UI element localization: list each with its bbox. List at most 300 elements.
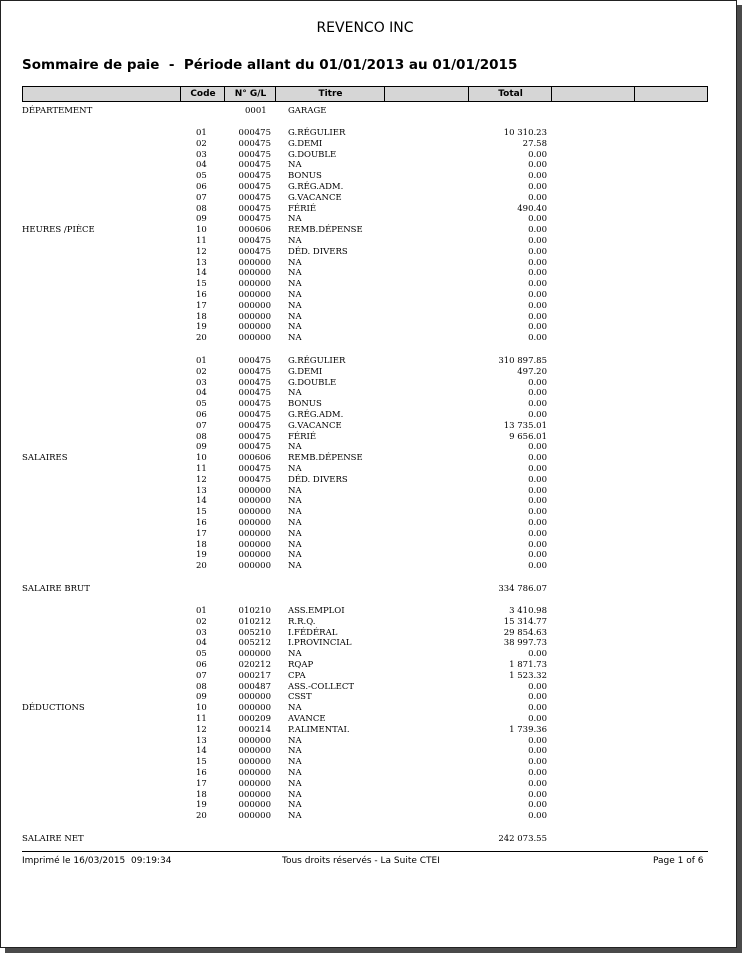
table-row bbox=[0, 378, 743, 389]
row-total: 0.00 bbox=[528, 214, 547, 225]
row-code: 12 bbox=[196, 724, 207, 735]
row-code: 15 bbox=[196, 279, 207, 290]
table-row bbox=[0, 247, 743, 258]
row-code: 20 bbox=[196, 561, 207, 572]
row-total: 0.00 bbox=[528, 496, 547, 507]
row-code: 14 bbox=[196, 746, 207, 757]
row-titre: G.RÉGULIER bbox=[288, 356, 346, 366]
table-row bbox=[0, 649, 743, 660]
table-row bbox=[0, 421, 743, 432]
row-code: 02 bbox=[196, 366, 207, 377]
row-code: 04 bbox=[196, 160, 207, 171]
row-gl-number: 000606 bbox=[238, 225, 271, 236]
table-row bbox=[0, 736, 743, 747]
table-row bbox=[0, 475, 743, 486]
row-total: 38 997.73 bbox=[503, 638, 547, 649]
table-row bbox=[0, 171, 743, 182]
row-code: 13 bbox=[196, 735, 207, 746]
table-row bbox=[0, 790, 743, 801]
department-number: 0001 bbox=[245, 106, 267, 116]
row-code: 01 bbox=[196, 606, 207, 616]
row-total: 0.00 bbox=[528, 746, 547, 757]
row-total: 0.00 bbox=[528, 160, 547, 171]
footer-printed-date: Imprimé le 16/03/2015 09:19:34 bbox=[22, 856, 172, 866]
row-gl-number: 000000 bbox=[238, 768, 271, 778]
row-titre: NA bbox=[288, 507, 302, 518]
table-row bbox=[0, 453, 743, 464]
row-titre: P.ALIMENTAI. bbox=[288, 724, 350, 735]
row-gl-number: 000475 bbox=[238, 160, 271, 171]
row-gl-number: 000475 bbox=[238, 474, 271, 485]
row-total: 0.00 bbox=[528, 171, 547, 182]
row-gl-number: 000000 bbox=[238, 735, 271, 746]
table-row bbox=[0, 714, 743, 725]
row-titre: NA bbox=[288, 496, 302, 507]
row-code: 10 bbox=[196, 703, 207, 714]
row-code: 11 bbox=[196, 714, 207, 724]
row-gl-number: 000000 bbox=[238, 322, 271, 333]
column-header-empty-3 bbox=[634, 87, 708, 101]
row-titre: NA bbox=[288, 388, 302, 399]
row-gl-number: 000000 bbox=[238, 518, 271, 528]
row-gl-number: 000209 bbox=[238, 714, 271, 724]
row-titre: NA bbox=[288, 649, 302, 660]
row-gl-number: 000000 bbox=[238, 290, 271, 300]
row-total: 0.00 bbox=[528, 539, 547, 550]
row-gl-number: 000487 bbox=[238, 681, 271, 692]
row-total: 0.00 bbox=[528, 768, 547, 778]
table-row bbox=[0, 811, 743, 822]
row-total: 0.00 bbox=[528, 507, 547, 518]
row-code: 09 bbox=[196, 692, 207, 703]
row-code: 15 bbox=[196, 507, 207, 518]
row-code: 01 bbox=[196, 128, 207, 138]
row-code: 06 bbox=[196, 660, 207, 670]
footer-divider bbox=[22, 851, 708, 852]
row-titre: G.VACANCE bbox=[288, 420, 342, 431]
table-row bbox=[0, 322, 743, 333]
row-gl-number: 000000 bbox=[238, 268, 271, 279]
row-titre: RQAP bbox=[288, 660, 314, 670]
row-code: 12 bbox=[196, 246, 207, 257]
row-total: 0.00 bbox=[528, 290, 547, 300]
row-gl-number: 000000 bbox=[238, 649, 271, 660]
row-code: 04 bbox=[196, 388, 207, 399]
row-code: 16 bbox=[196, 290, 207, 300]
row-titre: FÉRIÉ bbox=[288, 431, 317, 442]
row-titre: NA bbox=[288, 236, 302, 246]
row-gl-number: 000606 bbox=[238, 453, 271, 464]
row-gl-number: 000475 bbox=[238, 366, 271, 377]
row-total: 0.00 bbox=[528, 333, 547, 344]
row-total: 0.00 bbox=[528, 192, 547, 203]
salaire-net-total: 242 073.55 bbox=[498, 834, 547, 844]
row-total: 1 739.36 bbox=[509, 724, 547, 735]
row-titre: REMB.DÉPENSE bbox=[288, 225, 363, 236]
row-code: 08 bbox=[196, 203, 207, 214]
table-row bbox=[0, 301, 743, 312]
row-gl-number: 000475 bbox=[238, 192, 271, 203]
row-titre: BONUS bbox=[288, 171, 322, 182]
row-titre: G.RÉG.ADM. bbox=[288, 410, 344, 420]
row-titre: NA bbox=[288, 789, 302, 800]
row-gl-number: 000475 bbox=[238, 236, 271, 246]
row-code: 04 bbox=[196, 638, 207, 649]
table-row bbox=[0, 550, 743, 561]
row-gl-number: 000475 bbox=[238, 171, 271, 182]
table-row bbox=[0, 214, 743, 225]
table-row bbox=[0, 204, 743, 215]
table-row bbox=[0, 333, 743, 344]
row-gl-number: 000000 bbox=[238, 311, 271, 322]
row-code: 14 bbox=[196, 496, 207, 507]
row-total: 0.00 bbox=[528, 800, 547, 811]
row-gl-number: 000475 bbox=[238, 214, 271, 225]
column-header-bar bbox=[22, 86, 708, 102]
row-titre: NA bbox=[288, 735, 302, 746]
row-total: 9 656.01 bbox=[509, 431, 547, 442]
table-row bbox=[0, 800, 743, 811]
row-code: 16 bbox=[196, 518, 207, 528]
row-total: 497.20 bbox=[517, 366, 547, 377]
row-total: 0.00 bbox=[528, 225, 547, 236]
table-row bbox=[0, 757, 743, 768]
row-titre: G.DOUBLE bbox=[288, 149, 337, 160]
table-row bbox=[0, 486, 743, 497]
row-titre: BONUS bbox=[288, 399, 322, 410]
table-row bbox=[0, 507, 743, 518]
company-name: REVENCO INC bbox=[316, 20, 414, 36]
row-total: 0.00 bbox=[528, 757, 547, 768]
row-titre: NA bbox=[288, 528, 302, 539]
row-gl-number: 000000 bbox=[238, 539, 271, 550]
row-total: 0.00 bbox=[528, 246, 547, 257]
row-gl-number: 000000 bbox=[238, 279, 271, 290]
department-label: DÉPARTEMENT bbox=[22, 106, 93, 116]
column-header-empty-2 bbox=[551, 87, 635, 101]
row-gl-number: 000475 bbox=[238, 399, 271, 410]
row-titre: NA bbox=[288, 290, 302, 300]
row-total: 0.00 bbox=[528, 377, 547, 388]
row-code: 09 bbox=[196, 214, 207, 225]
row-total: 13 735.01 bbox=[503, 420, 547, 431]
row-code: 05 bbox=[196, 649, 207, 660]
row-code: 07 bbox=[196, 420, 207, 431]
row-total: 0.00 bbox=[528, 681, 547, 692]
table-row bbox=[0, 150, 743, 161]
row-gl-number: 005210 bbox=[238, 627, 271, 638]
row-titre: NA bbox=[288, 311, 302, 322]
footer-rights: Tous droits réservés - La Suite CTEI bbox=[282, 856, 440, 866]
row-total: 10 310.23 bbox=[503, 128, 547, 138]
row-total: 0.00 bbox=[528, 311, 547, 322]
row-total: 0.00 bbox=[528, 410, 547, 420]
row-code: 02 bbox=[196, 138, 207, 149]
row-titre: CSST bbox=[288, 692, 312, 703]
row-gl-number: 010210 bbox=[238, 606, 271, 616]
table-row bbox=[0, 464, 743, 475]
row-gl-number: 000475 bbox=[238, 410, 271, 420]
row-titre: NA bbox=[288, 322, 302, 333]
report-title: Sommaire de paie - Période allant du 01/01/2013 au 01/01/2015 bbox=[22, 57, 518, 73]
table-row bbox=[0, 236, 743, 247]
table-row bbox=[0, 182, 743, 193]
column-header-total: Total bbox=[468, 87, 552, 101]
table-row bbox=[0, 225, 743, 236]
row-titre: NA bbox=[288, 279, 302, 290]
table-row bbox=[0, 193, 743, 204]
row-gl-number: 000000 bbox=[238, 811, 271, 822]
salaire-net-label: SALAIRE NET bbox=[22, 834, 84, 844]
row-titre: NA bbox=[288, 778, 302, 789]
table-row bbox=[0, 529, 743, 540]
row-gl-number: 000000 bbox=[238, 778, 271, 789]
table-row bbox=[0, 279, 743, 290]
row-gl-number: 000214 bbox=[238, 724, 271, 735]
table-row bbox=[0, 746, 743, 757]
row-code: 19 bbox=[196, 550, 207, 561]
table-row bbox=[0, 442, 743, 453]
row-total: 29 854.63 bbox=[503, 627, 547, 638]
row-titre: G.RÉG.ADM. bbox=[288, 182, 344, 192]
row-gl-number: 000000 bbox=[238, 692, 271, 703]
row-titre: NA bbox=[288, 550, 302, 561]
row-titre: REMB.DÉPENSE bbox=[288, 453, 363, 464]
table-row bbox=[0, 268, 743, 279]
column-header-titre: Titre bbox=[275, 87, 385, 101]
footer-page-number: Page 1 of 6 bbox=[653, 856, 704, 866]
column-header-gl: N° G/L bbox=[224, 87, 276, 101]
section-label: DÉDUCTIONS bbox=[22, 703, 85, 714]
row-code: 03 bbox=[196, 377, 207, 388]
row-titre: NA bbox=[288, 768, 302, 778]
row-code: 12 bbox=[196, 474, 207, 485]
row-code: 15 bbox=[196, 757, 207, 768]
table-row bbox=[0, 399, 743, 410]
row-gl-number: 000000 bbox=[238, 333, 271, 344]
department-row bbox=[0, 106, 743, 117]
row-code: 11 bbox=[196, 464, 207, 474]
table-row bbox=[0, 638, 743, 649]
table-row bbox=[0, 518, 743, 529]
row-total: 3 410.98 bbox=[509, 606, 547, 616]
table-row bbox=[0, 671, 743, 682]
row-gl-number: 000475 bbox=[238, 203, 271, 214]
row-code: 18 bbox=[196, 539, 207, 550]
row-gl-number: 000000 bbox=[238, 703, 271, 714]
row-titre: NA bbox=[288, 214, 302, 225]
row-gl-number: 000000 bbox=[238, 550, 271, 561]
row-titre: AVANCE bbox=[288, 714, 326, 724]
row-total: 0.00 bbox=[528, 703, 547, 714]
table-row bbox=[0, 628, 743, 639]
row-gl-number: 000000 bbox=[238, 561, 271, 572]
table-row bbox=[0, 367, 743, 378]
row-titre: ASS.-COLLECT bbox=[288, 681, 355, 692]
row-gl-number: 000475 bbox=[238, 377, 271, 388]
row-gl-number: 000475 bbox=[238, 182, 271, 192]
row-gl-number: 000000 bbox=[238, 757, 271, 768]
row-titre: R.R.Q. bbox=[288, 616, 316, 627]
row-code: 19 bbox=[196, 800, 207, 811]
row-titre: DÉD. DIVERS bbox=[288, 474, 348, 485]
row-titre: NA bbox=[288, 442, 302, 453]
row-gl-number: 000000 bbox=[238, 746, 271, 757]
row-code: 14 bbox=[196, 268, 207, 279]
row-gl-number: 000475 bbox=[238, 149, 271, 160]
row-gl-number: 000000 bbox=[238, 485, 271, 496]
table-row bbox=[0, 312, 743, 323]
row-total: 0.00 bbox=[528, 485, 547, 496]
row-total: 0.00 bbox=[528, 528, 547, 539]
row-titre: NA bbox=[288, 561, 302, 572]
section-label: HEURES /PIÈCE bbox=[22, 225, 95, 236]
salaire-brut-label: SALAIRE BRUT bbox=[22, 584, 90, 594]
table-row bbox=[0, 290, 743, 301]
row-total: 0.00 bbox=[528, 453, 547, 464]
row-total: 0.00 bbox=[528, 518, 547, 528]
row-gl-number: 000475 bbox=[238, 246, 271, 257]
row-total: 1 523.32 bbox=[509, 670, 547, 681]
row-gl-number: 000000 bbox=[238, 528, 271, 539]
row-titre: NA bbox=[288, 811, 302, 822]
salaire-brut-row bbox=[0, 584, 743, 595]
row-titre: NA bbox=[288, 485, 302, 496]
row-code: 03 bbox=[196, 627, 207, 638]
row-code: 10 bbox=[196, 453, 207, 464]
row-code: 18 bbox=[196, 789, 207, 800]
row-total: 1 871.73 bbox=[509, 660, 547, 670]
row-code: 13 bbox=[196, 257, 207, 268]
row-code: 06 bbox=[196, 182, 207, 192]
row-code: 08 bbox=[196, 681, 207, 692]
row-total: 0.00 bbox=[528, 550, 547, 561]
row-gl-number: 000000 bbox=[238, 496, 271, 507]
row-gl-number: 005212 bbox=[238, 638, 271, 649]
row-titre: FÉRIÉ bbox=[288, 203, 317, 214]
column-header-empty-1 bbox=[384, 87, 469, 101]
row-gl-number: 000000 bbox=[238, 507, 271, 518]
salaire-brut-total: 334 786.07 bbox=[498, 584, 547, 594]
row-total: 0.00 bbox=[528, 236, 547, 246]
row-code: 07 bbox=[196, 192, 207, 203]
row-code: 08 bbox=[196, 431, 207, 442]
table-row bbox=[0, 410, 743, 421]
row-titre: NA bbox=[288, 300, 302, 311]
row-total: 0.00 bbox=[528, 474, 547, 485]
row-titre: G.RÉGULIER bbox=[288, 128, 346, 138]
table-row bbox=[0, 496, 743, 507]
row-titre: DÉD. DIVERS bbox=[288, 246, 348, 257]
row-code: 07 bbox=[196, 670, 207, 681]
row-total: 0.00 bbox=[528, 714, 547, 724]
row-titre: NA bbox=[288, 800, 302, 811]
row-code: 19 bbox=[196, 322, 207, 333]
row-titre: G.DEMI bbox=[288, 138, 323, 149]
row-code: 03 bbox=[196, 149, 207, 160]
row-code: 13 bbox=[196, 485, 207, 496]
row-code: 20 bbox=[196, 811, 207, 822]
row-total: 490.40 bbox=[517, 203, 547, 214]
row-titre: NA bbox=[288, 757, 302, 768]
table-row bbox=[0, 779, 743, 790]
row-total: 0.00 bbox=[528, 464, 547, 474]
row-titre: NA bbox=[288, 518, 302, 528]
row-titre: G.DEMI bbox=[288, 366, 323, 377]
row-total: 0.00 bbox=[528, 649, 547, 660]
row-total: 0.00 bbox=[528, 257, 547, 268]
row-code: 01 bbox=[196, 356, 207, 366]
row-total: 0.00 bbox=[528, 322, 547, 333]
row-gl-number: 000000 bbox=[238, 300, 271, 311]
row-code: 05 bbox=[196, 171, 207, 182]
table-row bbox=[0, 606, 743, 617]
row-gl-number: 000217 bbox=[238, 670, 271, 681]
row-titre: NA bbox=[288, 703, 302, 714]
row-total: 0.00 bbox=[528, 279, 547, 290]
table-row bbox=[0, 432, 743, 443]
row-gl-number: 020212 bbox=[238, 660, 271, 670]
section-label: SALAIRES bbox=[22, 453, 68, 464]
row-gl-number: 000475 bbox=[238, 431, 271, 442]
table-row bbox=[0, 128, 743, 139]
row-total: 27.58 bbox=[522, 138, 547, 149]
row-titre: NA bbox=[288, 333, 302, 344]
row-code: 17 bbox=[196, 778, 207, 789]
table-row bbox=[0, 617, 743, 628]
row-gl-number: 000000 bbox=[238, 789, 271, 800]
row-code: 05 bbox=[196, 399, 207, 410]
column-header-code: Code bbox=[180, 87, 225, 101]
row-total: 0.00 bbox=[528, 388, 547, 399]
row-gl-number: 000475 bbox=[238, 138, 271, 149]
row-titre: G.DOUBLE bbox=[288, 377, 337, 388]
row-titre: I.FÉDÉRAL bbox=[288, 627, 338, 638]
row-code: 06 bbox=[196, 410, 207, 420]
row-gl-number: 000475 bbox=[238, 464, 271, 474]
table-row bbox=[0, 703, 743, 714]
row-code: 09 bbox=[196, 442, 207, 453]
table-row bbox=[0, 139, 743, 150]
table-row bbox=[0, 388, 743, 399]
table-row bbox=[0, 725, 743, 736]
row-total: 15 314.77 bbox=[503, 616, 547, 627]
table-row bbox=[0, 660, 743, 671]
table-row bbox=[0, 692, 743, 703]
row-code: 11 bbox=[196, 236, 207, 246]
row-titre: NA bbox=[288, 160, 302, 171]
row-gl-number: 000475 bbox=[238, 420, 271, 431]
row-code: 02 bbox=[196, 616, 207, 627]
row-titre: NA bbox=[288, 539, 302, 550]
table-row bbox=[0, 160, 743, 171]
row-titre: ASS.EMPLOI bbox=[288, 606, 345, 616]
row-total: 310 897.85 bbox=[498, 356, 547, 366]
row-code: 18 bbox=[196, 311, 207, 322]
row-code: 20 bbox=[196, 333, 207, 344]
row-titre: NA bbox=[288, 464, 302, 474]
row-titre: NA bbox=[288, 268, 302, 279]
table-row bbox=[0, 540, 743, 551]
row-gl-number: 000000 bbox=[238, 257, 271, 268]
row-titre: NA bbox=[288, 257, 302, 268]
row-total: 0.00 bbox=[528, 149, 547, 160]
row-code: 10 bbox=[196, 225, 207, 236]
table-row bbox=[0, 768, 743, 779]
table-row bbox=[0, 356, 743, 367]
department-name: GARAGE bbox=[288, 106, 327, 116]
row-total: 0.00 bbox=[528, 399, 547, 410]
